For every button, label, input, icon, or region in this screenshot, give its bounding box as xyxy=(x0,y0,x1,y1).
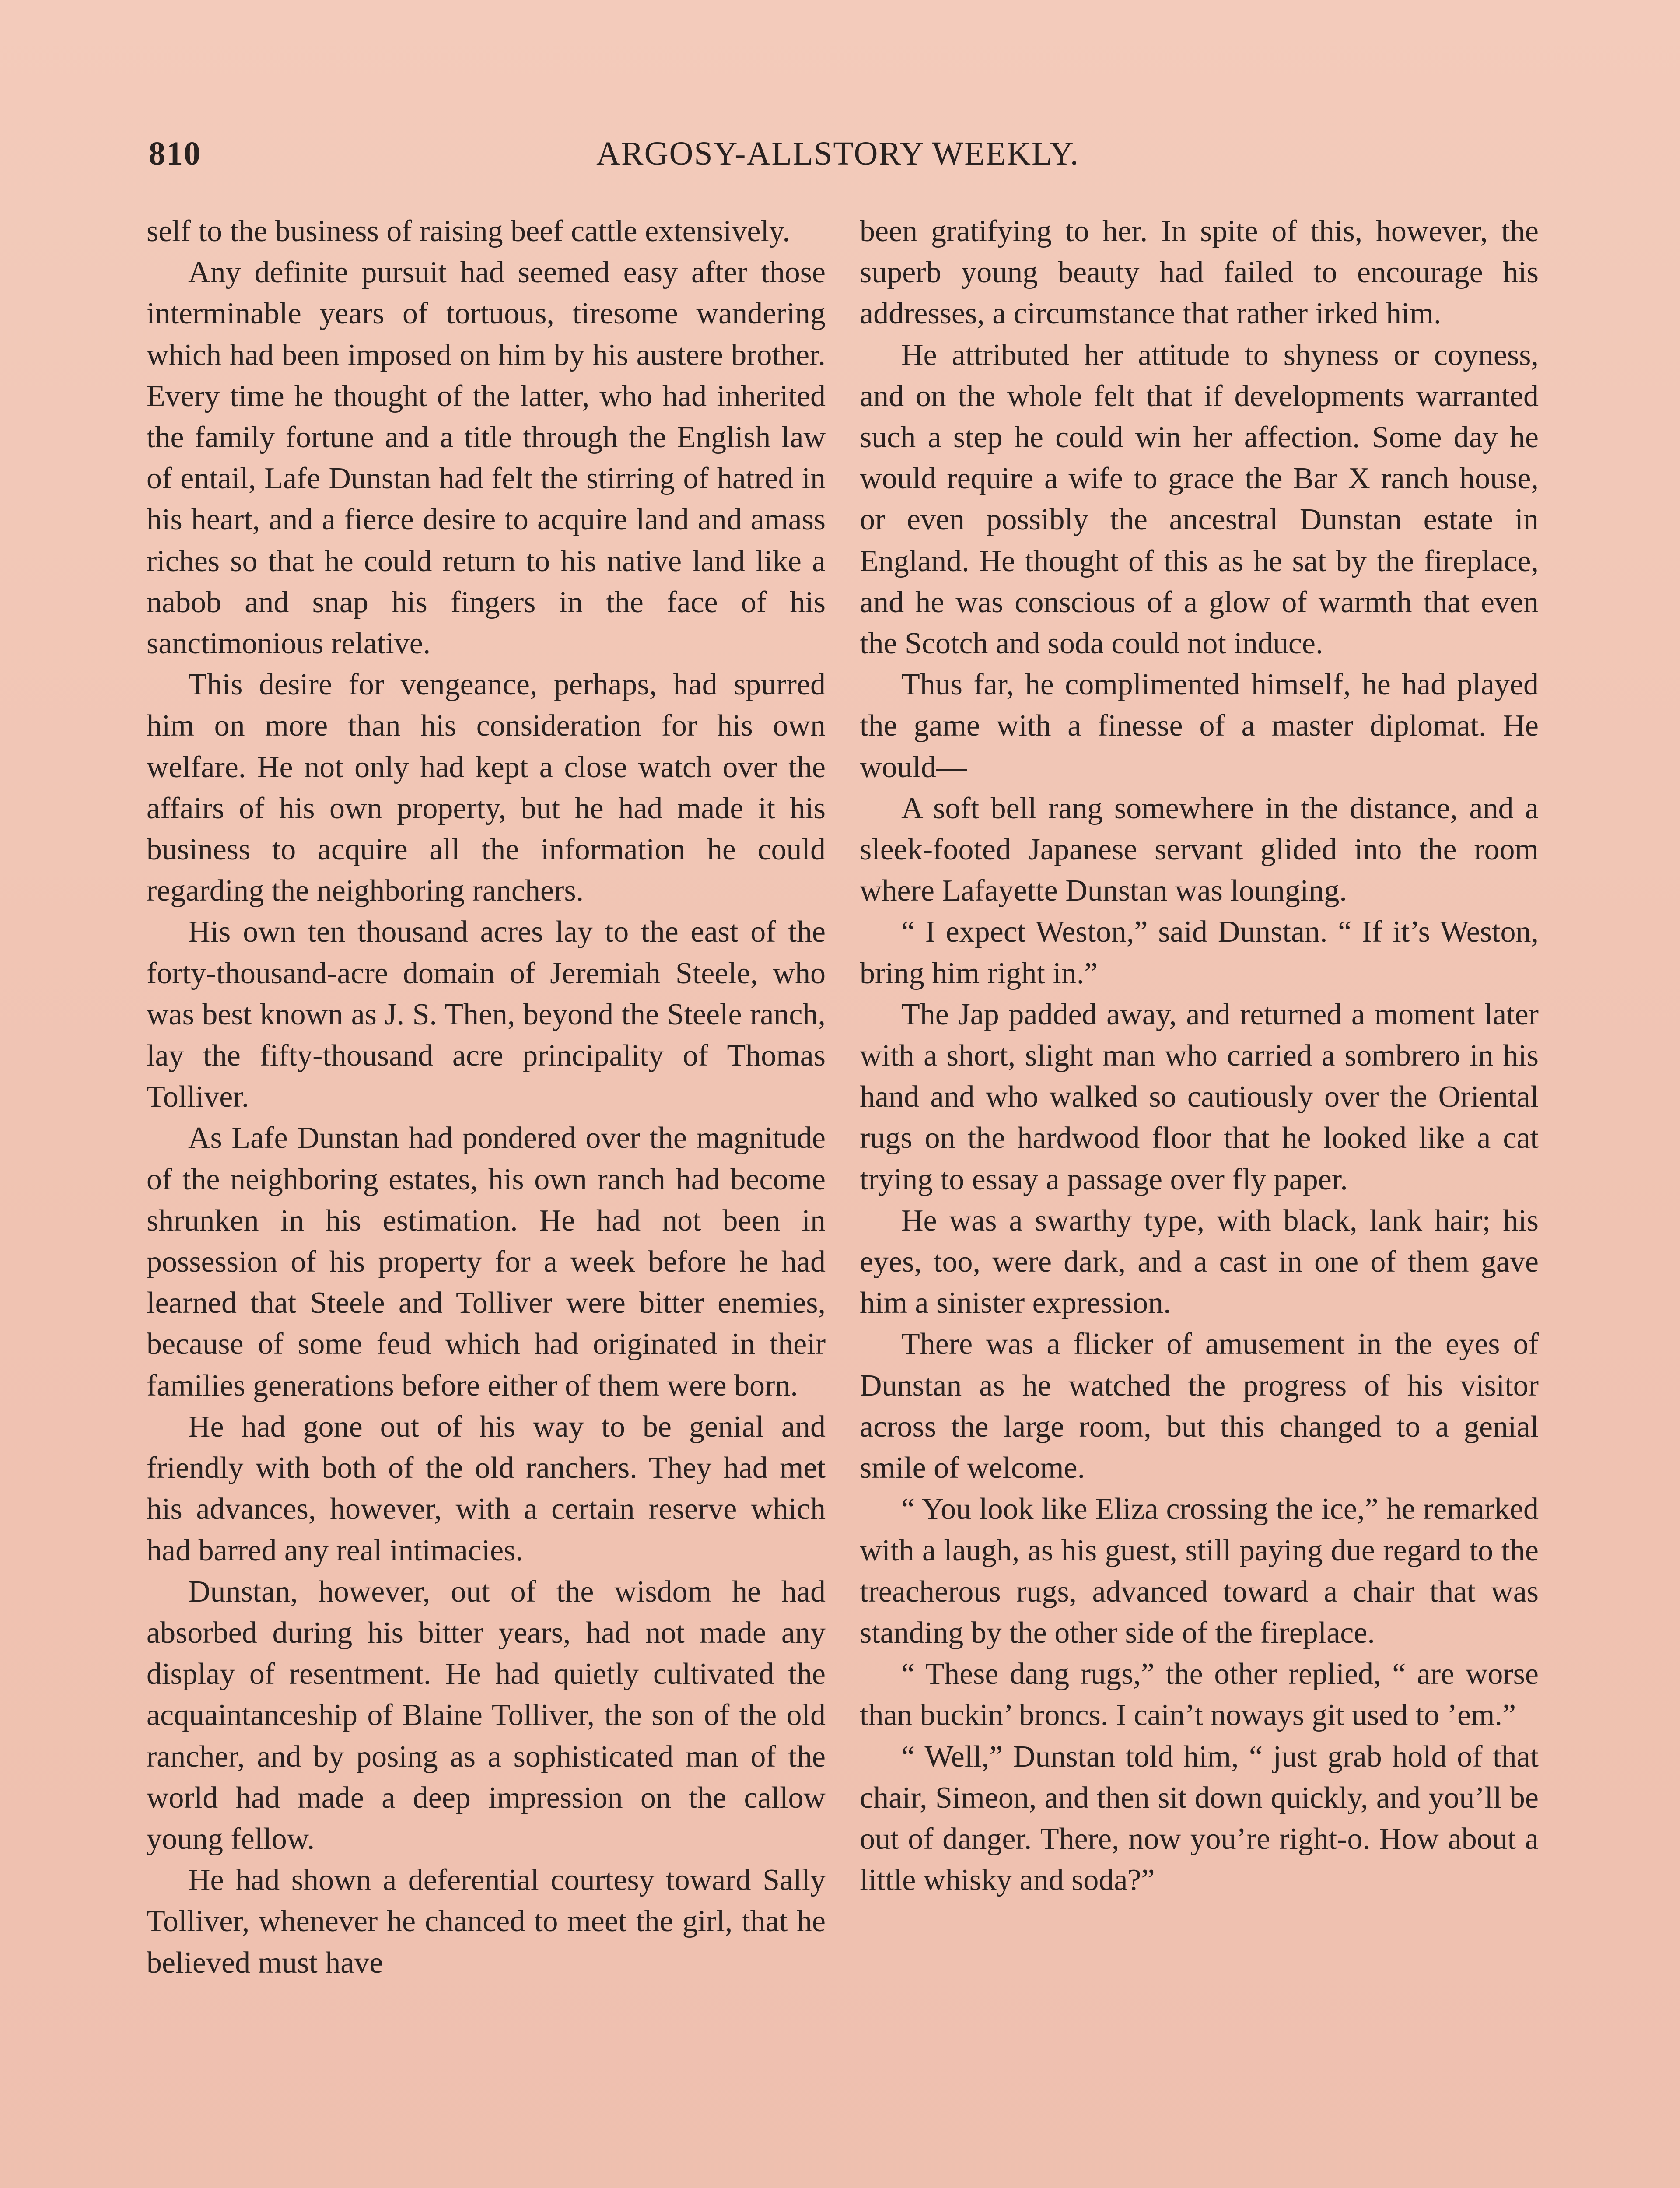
paragraph: Any definite pursuit had seemed easy after those interminable years of tortuous, tiresome wandering which had been imposed on him by his austere brother. Every time he thought of the latter, who had inherited the family fortune and a title through the English law of entail, Lafe Dunstan had felt the stirring of hatred in his heart, and a fierce desire to acquire land and amass riches so that he could return to his native land like a nabob and snap his fingers in the face of his sanctimonious relative. xyxy=(147,256,826,661)
paragraph: He was a swarthy type, with black, lank hair; his eyes, too, were dark, and a cast in one of them gave him a sinister expression. xyxy=(860,1203,1539,1320)
paragraph: “ You look like Eliza crossing the ice,” he remarked with a laugh, as his guest, still paying due regard to the treacherous rugs, advanced toward a chair that was standing by the other side of the fireplace. xyxy=(860,1492,1539,1650)
paragraph: There was a flicker of amusement in the eyes of Dunstan as he watched the progress of his visitor across the large room, but this changed to a genial smile of welcome. xyxy=(860,1327,1539,1485)
running-head: ARGOSY-ALLSTORY WEEKLY. xyxy=(596,135,1079,172)
paragraph: “ Well,” Dunstan told him, “ just grab hold of that chair, Simeon, and then sit down quickly, and you’ll be out of danger. There, now you’re right-o. How about a little whisky and soda?” xyxy=(860,1739,1539,1897)
paragraph: been gratifying to her. In spite of this, however, the superb young beauty had failed to encourage his addresses, a circumstance that rather irked him. xyxy=(860,214,1539,331)
paragraph: He attributed her attitude to shyness or coyness, and on the whole felt that if developments warranted such a step he could win her affection. Some day he would require a wife to grace the Bar X ranch house, or even possibly the ancestral Dunstan estate in England. He thought of this as he sat by the fireplace, and he was conscious of a glow of warmth that even the Scotch and soda could not induce. xyxy=(860,338,1539,661)
left-column xyxy=(147,211,826,2188)
paragraph: As Lafe Dunstan had pondered over the magnitude of the neighboring estates, his own ranch had become shrunken in his estimation. He had not been in possession of his property for a week before he had learned that Steele and Tolliver were bitter enemies, because of some feud which had originated in their families generations before either of them were born. xyxy=(147,1121,826,1403)
paragraph: His own ten thousand acres lay to the east of the forty-thousand-acre domain of Jeremiah Steele, who was best known as J. S. Then, beyond the Steele ranch, lay the fifty-thousand acre principality of Thomas Tolliver. xyxy=(147,915,826,1114)
paragraph: self to the business of raising beef cattle extensively. xyxy=(147,214,790,248)
page-header xyxy=(144,127,1531,179)
page-number: 810 xyxy=(149,135,201,172)
paragraph: Thus far, he complimented himself, he had played the game with a finesse of a master diplomat. He would— xyxy=(860,668,1539,784)
paragraph: “ These dang rugs,” the other replied, “ are worse than buckin’ broncs. I cain’t noways git used to ’em.” xyxy=(860,1657,1539,1732)
paragraph: “ I expect Weston,” said Dunstan. “ If it’s Weston, bring him right in.” xyxy=(860,915,1539,990)
paragraph: The Jap padded away, and returned a moment later with a short, slight man who carried a sombrero in his hand and who walked so cautiously over the Oriental rugs on the hardwood floor that he looked like a cat trying to essay a passage over fly paper. xyxy=(860,997,1539,1196)
paragraph: He had gone out of his way to be genial and friendly with both of the old ranchers. They had met his advances, however, with a certain reserve which had barred any real intimacies. xyxy=(147,1410,826,1567)
paragraph: A soft bell rang somewhere in the distance, and a sleek-footed Japanese servant glided into the room where Lafayette Dunstan was lounging. xyxy=(860,791,1539,908)
paragraph: Dunstan, however, out of the wisdom he had absorbed during his bitter years, had not made any display of resentment. He had quietly cultivated the acquaintanceship of Blaine Tolliver, the son of the old rancher, and by posing as a sophisticated man of the world had made a deep impression on the callow young fellow. xyxy=(147,1574,826,1856)
right-column xyxy=(860,211,1539,2188)
paragraph: This desire for vengeance, perhaps, had spurred him on more than his consideration for his own welfare. He not only had kept a close watch over the affairs of his own property, but he had made it his business to acquire all the information he could regarding the neighboring ranchers. xyxy=(147,668,826,908)
paragraph: He had shown a deferential courtesy toward Sally Tolliver, whenever he chanced to meet the girl, that he believed must have xyxy=(147,1863,826,1980)
